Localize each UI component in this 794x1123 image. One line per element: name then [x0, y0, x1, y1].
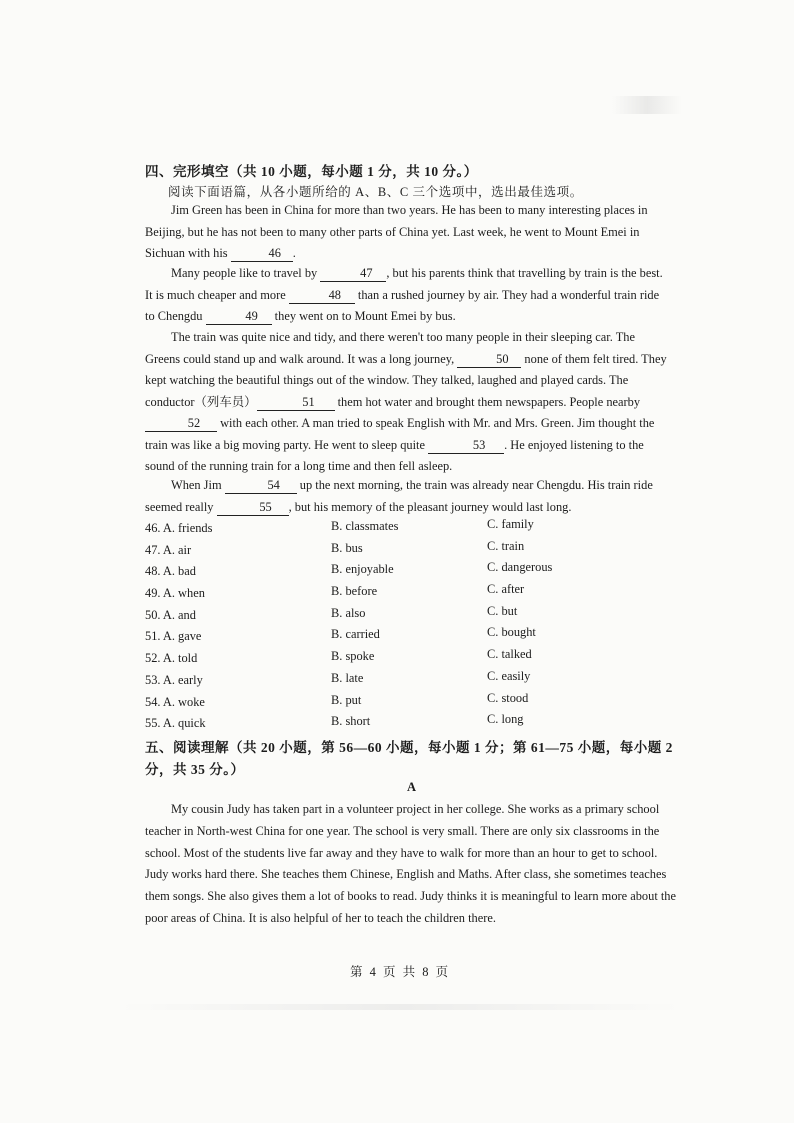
option-row — [145, 540, 705, 562]
option-a: 48. A. bad — [145, 564, 196, 579]
option-b: B. before — [331, 584, 378, 599]
option-b: B. enjoyable — [331, 562, 394, 577]
option-b: B. late — [331, 670, 364, 685]
option-c: C. bought — [487, 625, 536, 640]
blank-48: 48 — [289, 288, 355, 304]
option-b: B. carried — [331, 627, 380, 642]
option-b: B. also — [331, 605, 366, 620]
cloze-options — [145, 518, 705, 735]
blank-51: 51 — [257, 395, 335, 411]
option-c: C. family — [487, 517, 534, 531]
option-a: 54. A. woke — [145, 694, 205, 709]
option-b: B. short — [331, 714, 371, 729]
blank-52: 52 — [145, 416, 217, 432]
blank-46: 46 — [231, 246, 293, 262]
option-b: B. classmates — [331, 519, 399, 533]
reading-heading: 五、阅读理解（共 20 小题，第 56—60 小题，每小题 1 分；第 61—75 小题，每小题 2 分，共 35 分。） — [145, 740, 673, 777]
cloze-paragraph-1: Jim Green has been in China for more than two years. He has been to many interesting places in Beijing, but he has not been to many other parts of China yet. Last week, he went to Mount Emei in Sichuan with his 46 . — [145, 203, 648, 260]
option-row — [145, 713, 705, 735]
option-row — [145, 692, 705, 714]
option-c: C. easily — [487, 668, 531, 683]
option-c: C. train — [487, 538, 525, 553]
option-c: C. dangerous — [487, 560, 553, 575]
option-b: B. bus — [331, 540, 363, 555]
option-a: 47. A. air — [145, 542, 192, 557]
option-row — [145, 583, 705, 605]
option-b: B. spoke — [331, 649, 375, 664]
blank-54: 54 — [225, 478, 297, 494]
option-a: 55. A. quick — [145, 716, 206, 731]
option-c: C. but — [487, 603, 518, 618]
option-row — [145, 561, 705, 583]
cloze-paragraph-2: Many people like to travel by 47 , but his parents think that travelling by train is the best. It is much cheaper and more 48 than a rushed journey by air. They had a wonderful train ride to Chengdu 49 they went on to Mount Emei by bus. — [145, 266, 663, 323]
blank-55: 55 — [217, 500, 289, 516]
option-c: C. after — [487, 582, 525, 597]
page-number: 第 4 页 共 8 页 — [350, 965, 451, 979]
cloze-heading: 四、完形填空（共 10 小题，每小题 1 分，共 10 分。） — [145, 164, 478, 179]
option-row — [145, 518, 705, 540]
option-row — [145, 670, 705, 692]
option-c: C. long — [487, 712, 524, 727]
option-a: 53. A. early — [145, 672, 203, 687]
option-row — [145, 626, 705, 648]
passage-label: A — [407, 780, 417, 794]
option-a: 51. A. gave — [145, 629, 202, 644]
scan-mark — [612, 96, 682, 114]
option-a: 46. A. friends — [145, 521, 213, 535]
reading-passage-a: My cousin Judy has taken part in a volunteer project in her college. She works as a primary school teacher in North-west China for one year. The school is very small. There are only six classrooms in the school. Most of the students live far away and they have to walk for more than an hour to get to school. Judy works hard there. She teaches them Chinese, English and Maths. After class, she sometimes teaches them songs. She also gives them a lot of books to read. Judy thinks it is meaningful to learn more about the poor areas of China. It is also helpful of her to teach the children there. — [145, 802, 676, 925]
option-c: C. talked — [487, 647, 532, 662]
blank-53: 53 — [428, 438, 504, 454]
scan-mark — [120, 1004, 680, 1010]
option-a: 52. A. told — [145, 651, 198, 666]
cloze-instruction: 阅读下面语篇，从各小题所给的 A、B、C 三个选项中，选出最佳选项。 — [168, 185, 583, 199]
blank-47: 47 — [320, 266, 386, 282]
blank-50: 50 — [457, 352, 521, 368]
option-a: 49. A. when — [145, 586, 205, 601]
blank-49: 49 — [206, 309, 272, 325]
option-row — [145, 648, 705, 670]
cloze-paragraph-4: When Jim 54 up the next morning, the train was already near Chengdu. His train ride seemed really 55 , but his memory of the pleasant journey would last long. — [145, 478, 653, 514]
cloze-paragraph-3: The train was quite nice and tidy, and there weren't too many people in their sleeping car. The Greens could stand up and walk around. It was a long journey, 50 none of them felt tired. They kept watching the beautiful things out of the window. They talked, laughed and played cards. The conductor（列车员） 51 them hot water and brought them newspapers. People nearby 52 with each other. A man tried to speak English with Mr. and Mrs. Green. Jim thought the train was like a big moving party. He went to sleep quite 53 . He enjoyed listening to the sound of the running train for a long time and then fell asleep. — [145, 330, 667, 473]
option-a: 50. A. and — [145, 607, 196, 622]
option-c: C. stood — [487, 690, 529, 705]
option-row — [145, 605, 705, 627]
option-b: B. put — [331, 692, 362, 707]
